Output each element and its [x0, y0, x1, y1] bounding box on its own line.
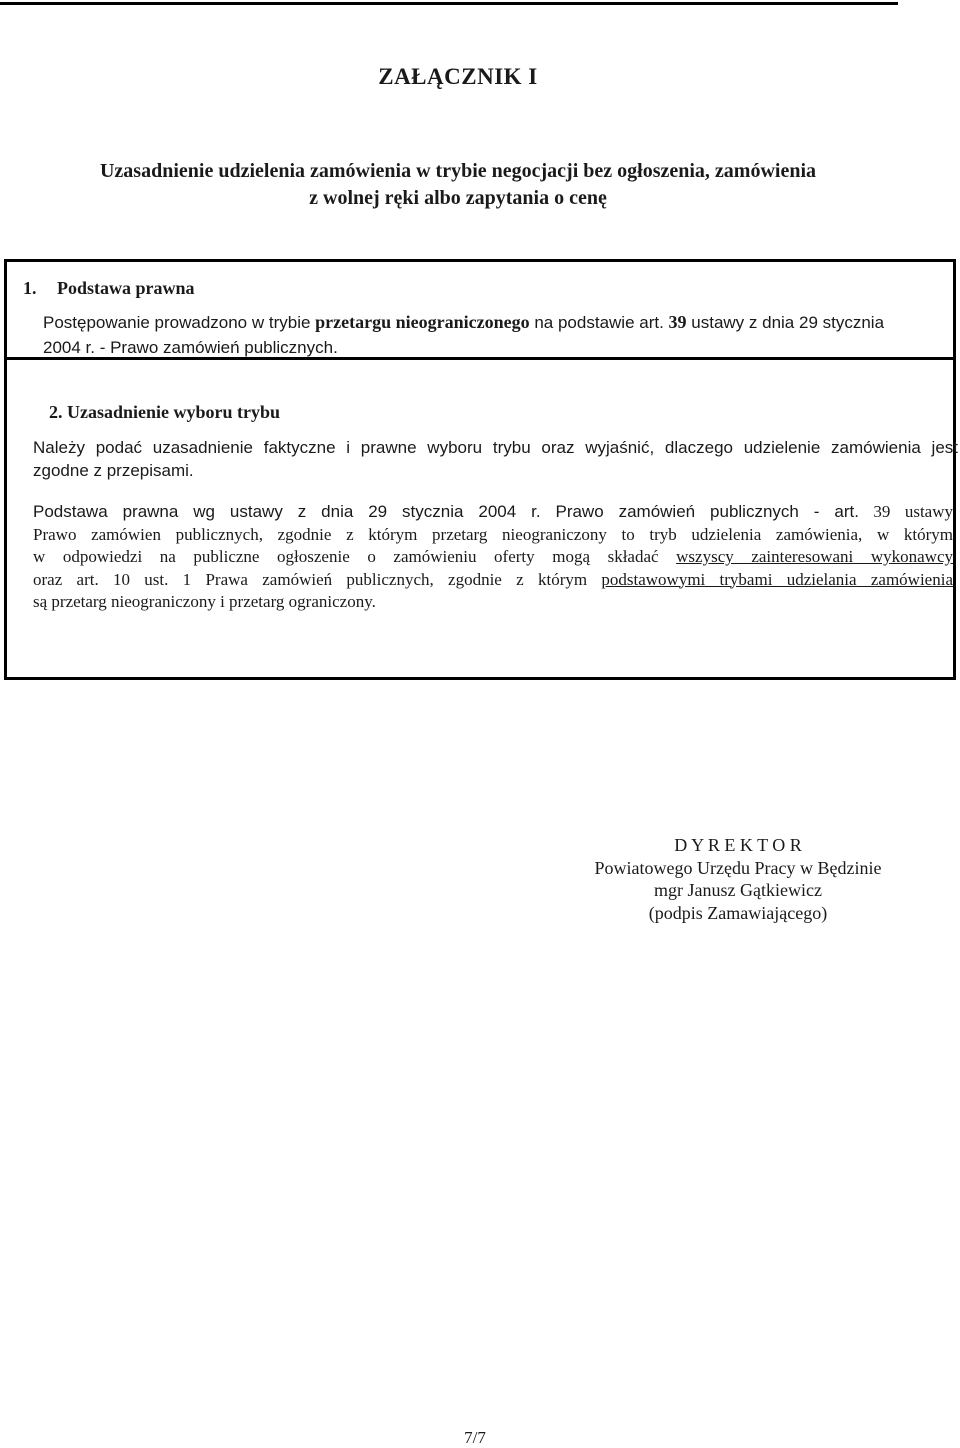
signature-note: (podpis Zamawiającego): [648, 902, 828, 923]
instruction-line-2: zgodne z przepisami.: [33, 461, 194, 480]
body-line-3-plain: w odpowiedzi na publiczne ogłoszenie o zamówieniu oferty mogą składać: [33, 547, 677, 566]
body-line-4: [33, 569, 953, 592]
s1-text-part: ustawy z dnia 29 stycznia: [686, 313, 885, 332]
subtitle-line-1: Uzasadnienie udzielenia zamówienia w trybie negocjacji bez ogłoszenia, zamówienia: [99, 160, 816, 182]
body-line-2: Prawo zamówien publicznych, zgodnie z którym przetarg nieograniczony to tryb udzielenia zamówienia, w którym: [33, 524, 953, 544]
body-line-5: są przetarg nieograniczony i przetarg ograniczony.: [33, 592, 376, 611]
s1-text-line-2: 2004 r. - Prawo zamówień publicznych.: [43, 338, 338, 357]
section-2-body: [33, 501, 953, 614]
body-line-1-serif: 39 ustawy: [858, 502, 953, 521]
s1-text-bold: przetargu nieograniczonego: [315, 312, 530, 332]
section-1-text: [43, 310, 943, 360]
signature-title: D Y R E K T O R: [674, 835, 802, 855]
section-2-instruction: [33, 436, 958, 482]
body-line-1: [33, 501, 953, 524]
page-title: ZAŁĄCZNIK I: [378, 64, 538, 89]
instruction-line-1: Należy podać uzasadnienie faktyczne i prawne wyboru trybu oraz wyjaśnić, dlaczego udzielenie zamówienia jest: [33, 438, 958, 457]
signature-institution: Powiatowego Urzędu Pracy w Będzinie: [594, 857, 882, 878]
body-line-4-plain: oraz art. 10 ust. 1 Prawa zamówień publicznych, zgodnie z którym: [33, 569, 602, 589]
s1-text-part: Postępowanie prowadzono w trybie: [43, 313, 316, 332]
page-subtitle: [0, 158, 916, 212]
page-number: 7/7: [464, 1428, 486, 1447]
s1-text-part: na podstawie art.: [529, 313, 669, 332]
top-rule: [0, 2, 898, 5]
section-legal-basis-box: [4, 259, 956, 357]
section-justification-box: [4, 357, 956, 680]
signature-block: [560, 834, 916, 924]
section-1-heading: [23, 278, 195, 299]
section-2-heading: 2. Uzasadnienie wyboru trybu: [49, 402, 281, 422]
section-1-number: 1.: [23, 278, 37, 298]
body-line-3-underlined: wszyscy zainteresowani wykonawcy: [676, 547, 953, 566]
body-line-4-underlined: podstawowymi trybami udzielania zamówienia: [601, 569, 953, 589]
s1-text-bold: 39: [668, 312, 687, 332]
body-line-1-sans: Podstawa prawna wg ustawy z dnia 29 stycznia 2004 r. Prawo zamówień publicznych - art.: [33, 502, 859, 521]
body-line-3: [33, 546, 953, 569]
subtitle-line-2: z wolnej ręki albo zapytania o cenę: [309, 187, 607, 209]
signature-name: mgr Janusz Gątkiewicz: [654, 880, 822, 900]
section-1-title: Podstawa prawna: [57, 278, 195, 298]
